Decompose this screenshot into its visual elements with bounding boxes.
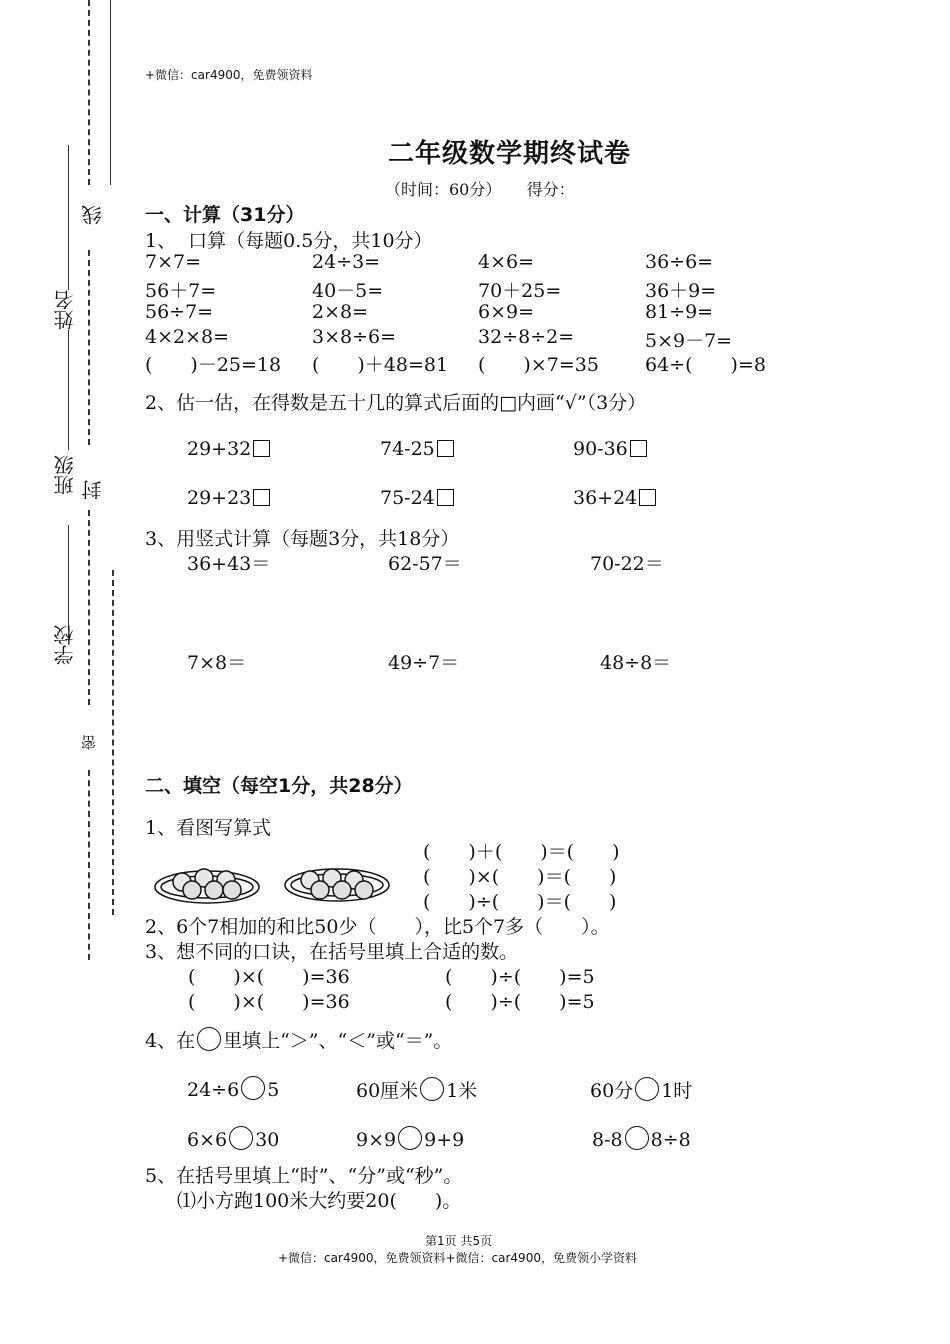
page-title: 二年级数学期终试卷 xyxy=(388,139,632,169)
vertical-calc-item: 7×8＝ xyxy=(187,652,247,674)
s1-q1-label: 1、 口算（每题0.5分，共10分） xyxy=(145,230,433,252)
estimate-expr: 29+23 xyxy=(187,487,252,509)
s2-q1-label: 1、看图写算式 xyxy=(145,817,272,839)
plate-right xyxy=(285,869,389,901)
vertical-calc-item: 62-57＝ xyxy=(388,553,462,575)
oral-item: 70＋25= xyxy=(478,280,562,302)
estimate-item xyxy=(573,487,656,509)
estimate-expr: 90-36 xyxy=(573,438,628,460)
class-underline xyxy=(68,330,69,450)
s1-q2-label: 2、估一估，在得数是五十几的算式后面的□内画“√”（3分） xyxy=(145,392,647,414)
oral-item: 2×8= xyxy=(312,301,369,323)
s2-q5-label: 5、在括号里填上“时”、“分”或“秒”。 xyxy=(145,1165,463,1187)
estimate-item xyxy=(187,487,270,509)
compare-item xyxy=(187,1126,279,1151)
oral-item: 56＋7= xyxy=(145,280,217,302)
section2-heading: 二、填空（每空1分，共28分） xyxy=(145,775,413,797)
oral-item: 40－5= xyxy=(312,280,384,302)
compare-circle[interactable] xyxy=(241,1076,265,1100)
compare-circle[interactable] xyxy=(625,1126,649,1150)
multiplication-blank: ( )×( )=36 xyxy=(188,966,350,988)
answer-box[interactable] xyxy=(630,440,647,457)
oral-item: ( )－25=18 xyxy=(145,354,282,376)
division-blank: ( )÷( )=5 xyxy=(445,991,595,1013)
school-underline xyxy=(68,525,69,630)
compare-item xyxy=(592,1126,691,1151)
s2-q2: 2、6个7相加的和比50少（ ），比5个7多（ ）。 xyxy=(145,916,610,938)
binding-solid-line xyxy=(110,0,111,185)
compare-circle[interactable] xyxy=(420,1077,444,1101)
compare-left: 9×9 xyxy=(356,1129,397,1151)
answer-box[interactable] xyxy=(639,489,656,506)
watermark-bottom: +微信：car4900，免费领资料+微信：car4900，免费领小学资料 xyxy=(278,1251,637,1265)
estimate-item xyxy=(380,438,454,460)
binding-mi: 密 xyxy=(80,735,98,750)
s2-q5-item1: ⑴小方跑100米大约要20( )。 xyxy=(177,1190,462,1212)
vertical-calc-item: 36+43＝ xyxy=(187,553,271,575)
compare-item xyxy=(356,1076,477,1103)
oral-item: 81÷9= xyxy=(645,301,714,323)
binding-xian: 线 xyxy=(81,205,105,225)
binding-class-label: 班级 xyxy=(53,455,77,495)
compare-item xyxy=(356,1126,464,1151)
oral-item: 64÷( )=8 xyxy=(645,354,766,376)
oral-item: 24÷3= xyxy=(312,251,381,273)
compare-right: 9+9 xyxy=(424,1129,465,1151)
s1-q3-label: 3、用竖式计算（每题3分，共18分） xyxy=(145,528,460,550)
oral-item: 3×8÷6= xyxy=(312,326,397,348)
oral-item: 32÷8÷2= xyxy=(478,326,575,348)
compare-left: 60分 xyxy=(590,1080,634,1102)
oral-item: ( )×7=35 xyxy=(478,354,599,376)
answer-box[interactable] xyxy=(253,440,270,457)
compare-right: 1时 xyxy=(661,1080,693,1102)
binding-dash-line-right-3 xyxy=(88,510,90,705)
page-number: 第1页 共5页 xyxy=(425,1234,493,1248)
oral-item: 7×7= xyxy=(145,251,202,273)
plate-left xyxy=(155,869,259,903)
oral-item: 56÷7= xyxy=(145,301,214,323)
binding-school-label: 学校 xyxy=(53,625,77,665)
oral-item: ( )＋48=81 xyxy=(312,354,449,376)
watermark-top: +微信：car4900，免费领资料 xyxy=(145,68,313,82)
answer-box[interactable] xyxy=(437,489,454,506)
binding-dash-line-right-2 xyxy=(88,250,90,445)
oral-item: 4×2×8= xyxy=(145,326,230,348)
s2-q3-label: 3、想不同的口诀，在括号里填上合适的数。 xyxy=(145,941,519,963)
compare-circle[interactable] xyxy=(398,1126,422,1150)
picture-equation: ( )÷( )＝( ) xyxy=(423,891,617,913)
estimate-expr: 75-24 xyxy=(380,487,435,509)
compare-right: 8÷8 xyxy=(650,1129,691,1151)
oral-item: 5×9－7= xyxy=(645,330,733,352)
oral-item: 4×6= xyxy=(478,251,535,273)
picture-equation: ( )＋( )＝( ) xyxy=(423,841,620,863)
compare-right: 1米 xyxy=(446,1080,478,1102)
s2-q4-label xyxy=(145,1026,452,1053)
compare-right: 30 xyxy=(255,1129,280,1151)
picture-equation: ( )×( )＝( ) xyxy=(423,866,617,888)
answer-box[interactable] xyxy=(437,440,454,457)
oral-item: 36÷6= xyxy=(645,251,714,273)
vertical-calc-item: 48÷8＝ xyxy=(600,652,672,674)
binding-name-label: 姓名 xyxy=(53,290,77,330)
binding-dash-line-right xyxy=(88,0,90,185)
estimate-item xyxy=(573,438,647,460)
estimate-item xyxy=(380,487,454,509)
circle-icon xyxy=(197,1027,221,1051)
s2-q4-label-pre: 4、在 xyxy=(145,1030,196,1052)
estimate-expr: 36+24 xyxy=(573,487,638,509)
oral-item: 36＋9= xyxy=(645,280,717,302)
s2-q4-label-post: 里填上“＞”、“＜”或“＝”。 xyxy=(223,1030,453,1052)
compare-left: 60厘米 xyxy=(356,1080,419,1102)
page-subtitle: （时间：60分） 得分： xyxy=(385,180,575,199)
section1-heading: 一、计算（31分） xyxy=(145,204,305,226)
estimate-item xyxy=(187,438,270,460)
estimate-expr: 74-25 xyxy=(380,438,435,460)
division-blank: ( )÷( )=5 xyxy=(445,966,595,988)
binding-dash-line-right-4 xyxy=(88,770,90,960)
estimate-expr: 29+32 xyxy=(187,438,252,460)
compare-right: 5 xyxy=(267,1079,280,1101)
compare-item xyxy=(590,1076,692,1103)
vertical-calc-item: 70-22＝ xyxy=(590,553,664,575)
compare-circle[interactable] xyxy=(229,1126,253,1150)
compare-circle[interactable] xyxy=(635,1077,659,1101)
binding-feng: 封 xyxy=(81,480,105,500)
compare-left: 24÷6 xyxy=(187,1079,240,1101)
oral-item: 6×9= xyxy=(478,301,535,323)
multiplication-blank: ( )×( )=36 xyxy=(188,991,350,1013)
compare-left: 6×6 xyxy=(187,1129,228,1151)
compare-left: 8-8 xyxy=(592,1129,623,1151)
plates-illustration xyxy=(152,860,397,910)
compare-item xyxy=(187,1076,279,1101)
name-underline xyxy=(68,145,69,290)
vertical-calc-item: 49÷7＝ xyxy=(388,652,460,674)
answer-box[interactable] xyxy=(253,489,270,506)
binding-dash-line-inner xyxy=(112,570,114,915)
